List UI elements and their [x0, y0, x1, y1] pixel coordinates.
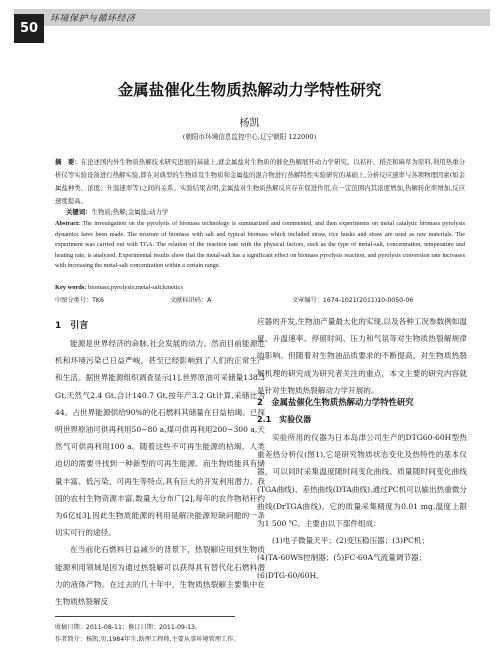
- abstract-en-text: The investigation on the pyrolysis of biomass technology is summarized and commented, and then experiments on metal catalytic biomass pyrolysis dynamics have been made. The mixture of biomass with salt and typical biomass which included straw, rice husks and straw are used as raw materials. The experiment was carried out with TGA. The relation of the reaction rate with the physical factors, such as the type of metal-salt, concentration, temperature and heating rate, is analyzed. Experimental results show that the metal-salt has a significant effect on biomass pyrolysis reaction, and pyrolysis conversion rate increases with increasing the metal-salt concentration within a certain range.: [55, 220, 465, 269]
- abstract-cn: [55, 156, 465, 208]
- component-list-item-1: (1)电子微量天平；(2)变压稳压器；(3)PC机；: [272, 536, 430, 546]
- abstract-en: [55, 219, 465, 272]
- section-1-heading: 1 引言: [55, 321, 89, 331]
- intro-paragraph-1: 能源是世界经济的命脉,社会发展的动力。然而目前能源危机和环境污染已日益严峻，甚至已经影响到了人们的正常生产和生活。据世界能源组织调查显示[1],世界原油可采储量138.3 Gt,天然气2.4 Gt,合计140.7 Gt,按年产3.2 Gt计算,采储比为44。占世界能源供给90%的化石燃料其储量在日益枯竭。已探明世界原油可供再利用50~80 a,煤可供再利用200~300 a,天然气可供再利用100 a。随着这些不可再生能源的枯竭，人类迫切的需要寻找到一种新型的可再生能源。而生物质能具有储量丰富、低污染、可再生等特点,具有巨大的开发利用潜力。我国的农村生物资源丰富,数量大分布广[2],每年的农作物秸秆约为6亿t[3],因此生物质能源的利用是解决能源短缺问题的一条切实可行的途径。: [55, 339, 265, 538]
- journal-section-title: 环境保护与循环经济: [50, 14, 136, 24]
- page-number: 50: [14, 14, 44, 43]
- footnote-received: 收稿日期：2011-08-11；修订日期：2011-09-13。: [55, 624, 202, 631]
- author-affiliation: (朝阳市环境信息监控中心,辽宁朝阳 122000): [182, 133, 317, 141]
- right-column-top: [257, 313, 467, 399]
- section-2-1-heading: 2.1 实验仪器: [257, 415, 312, 424]
- keywords-en-text: biomass;pyrolysis;metal-salt;kinetics: [88, 284, 183, 291]
- keywords-cn-text: 生物质;热解;金属盐;动力学: [91, 208, 169, 216]
- component-list-item-2: (4)TA-60WS控制器；(5)FC-60A气流量调节器；: [257, 553, 427, 563]
- right-column-bottom: [257, 429, 467, 584]
- abstract-cn-text: 在论述国内外生物质热解技术研究进展的基础上,就金属盐对生物质的催化热解展开动力学研究。以秸秆、稻壳和麻草为原料,利用热重分析仪等实验设备进行热解实验,即在对典型的生物质及生物质和金属盐的混合物进行热解特性实验研究的基础上,分析反应速率与各项物理因素(如金属盐种类、浓度、升温速率等)之间的关系。实验结果表明,金属盐对生物质热解反应存在促进作用,在一定范围内其浓度增加,热解转化率增加,反应速度提高。: [55, 158, 466, 205]
- section-2-heading: 2 金属盐催化生物质热解动力学特性研究: [257, 397, 414, 407]
- keywords-cn: [66, 207, 168, 216]
- instrument-paragraph: 实验所用的仪器为日本岛津公司生产的DTG60-60H型热重差热分析仪(图1),它是研究物质状态变化及热特性的基本仪器，可以同时采集温度随时间变化曲线、质量随时间变化曲线(TGA曲线)、差热曲线(DTA曲线),通过PC机可以输出热重微分曲线(DrTGA曲线)。它的质量采集精度为0.01 mg,温度上限为1 500 ℃。主要由以下部件组成：: [257, 433, 467, 529]
- article-number: 文章编号：1674-1021(2011)10-0050-06: [292, 297, 414, 304]
- article-title: 金属盐催化生物质热解动力学特性研究: [117, 81, 382, 99]
- component-list-item-3: (6)DTG-60/60H。: [257, 570, 324, 580]
- intro-paragraph-continued: 应器的开发,生物油产量最大化的实现,以及各种工况参数例如温度、升温速率、停留时间、压力和气氛等对生物质热裂解规律的影响。但随着对生物油品质要求的不断提高，对生物质热裂解机理的研究成为研究者关注的重点，本文主要的研究内容就是针对生物质热裂解动力学开展的。: [257, 317, 467, 395]
- keywords-en: [55, 284, 183, 291]
- document-code: 文献标识码：A: [170, 297, 212, 304]
- clc-number: 中图分类号：TK6: [55, 297, 104, 304]
- left-column: [55, 335, 265, 610]
- footnote-divider: [55, 616, 235, 617]
- keywords-en-label: Key words:: [55, 284, 87, 291]
- abstract-en-label: Abstract:: [55, 220, 81, 227]
- keywords-cn-label: 关键词：: [66, 208, 92, 216]
- footnote-author-bio: 作者简介：杨凯,男,1984年生,助理工程师,主要从事环境管理工作。: [55, 636, 240, 643]
- abstract-cn-label: 摘 要：: [55, 158, 81, 166]
- author-name: 杨凯: [239, 118, 260, 129]
- intro-paragraph-2: 在当前化石燃料日益减少的背景下，热裂解应用到生物质能源利用领域是因为通过热裂解可以获得具有替代化石燃料潜力的液体产物。在过去的几十年中，生物质热裂解主要集中在生物质热裂解反: [55, 545, 265, 607]
